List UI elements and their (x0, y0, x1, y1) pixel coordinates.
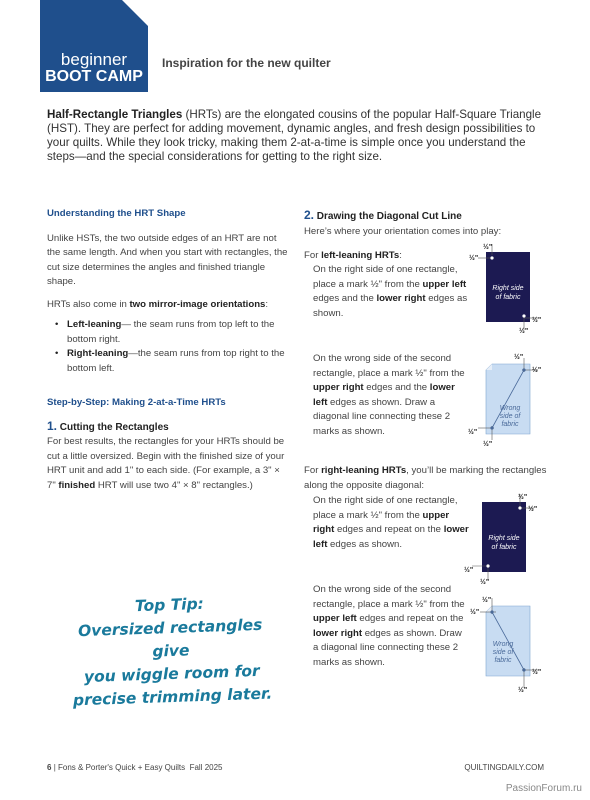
issue-date: Fall 2025 (189, 763, 223, 772)
figure-ll-wrong-side (466, 350, 550, 448)
half-inch-label: ½" (482, 597, 492, 604)
fabric-caption-line-1: Right side (492, 285, 524, 292)
rl1-bold-b: lower left (313, 524, 469, 550)
half-inch-label: ½" (483, 441, 493, 448)
fabric-caption-line-2: side of (499, 413, 521, 420)
heading-step-by-step: Step-by-Step: Making 2-at-a-Time HRTs (47, 397, 226, 408)
bullet-right-title: Right-leaning (67, 348, 129, 359)
ll1-bold-a: upper left (422, 278, 467, 290)
half-inch-label: ½" (514, 354, 524, 361)
intro-bold: Half-Rectangle Triangles (47, 108, 183, 121)
ll2-bold-a: upper right (313, 382, 364, 393)
bullet-right-leaning (47, 347, 289, 376)
half-inch-label: ½" (532, 367, 542, 374)
mark-dot (490, 256, 493, 259)
ll-step-right-side (313, 263, 471, 321)
fabric-caption-line-1: Wrong (499, 405, 521, 412)
ll2-bold-b: lower left (313, 382, 455, 408)
top-tip-line-2: Oversized rectangles give (77, 615, 263, 661)
step-2-number: 2. (304, 208, 315, 222)
half-inch-label: ½" (480, 579, 490, 586)
half-inch-label: ½" (518, 494, 528, 501)
rl-step-right-side (313, 494, 471, 552)
bullet-left-title: Left-leaning (67, 319, 122, 330)
rl-step-wrong-side (313, 583, 469, 670)
heading-hrt-shape: Understanding the HRT Shape (47, 208, 186, 219)
rl2-text-b: edges and repeat on the (356, 613, 464, 624)
fabric-caption-line-1: Right side (488, 535, 520, 542)
orientation-text: HRTs also come in (47, 298, 130, 310)
orientation-bold: two mirror-image orientations (129, 298, 266, 310)
ll1-text-c: edges as shown. (313, 293, 468, 319)
mark-dot (490, 610, 493, 613)
orientation-paragraph (47, 298, 289, 313)
half-inch-label: ½" (483, 244, 493, 251)
top-tip-line-4: precise trimming later. (72, 684, 273, 710)
shape-paragraph: Unlike HSTs, the two outside edges of an HRT are not the same length. And when you start with rectangles, the cut size determines the angles and finished triangle shape. (47, 232, 288, 287)
brand-line-2: BOOT CAMP (45, 68, 143, 85)
half-inch-label: ½" (470, 609, 480, 616)
bullet-right-text: —the seam runs from top right to the bottom left. (67, 348, 285, 374)
half-inch-label: ½" (518, 687, 528, 694)
bullet-left-text: — the seam runs from top left to the bottom right. (67, 319, 275, 345)
mark-dot (490, 426, 493, 429)
mark-dot (522, 668, 525, 671)
fabric-caption-line-3: fabric (501, 421, 519, 428)
figure-rl-wrong-side (466, 594, 550, 694)
half-inch-label: ½" (469, 255, 479, 262)
rl1-bold-a: upper right (313, 509, 450, 535)
rl-label-a: For (304, 465, 322, 476)
ll2-text-a: On the wrong side of the second rectangle, place a mark ½" from the (313, 353, 465, 379)
rl2-text-c: edges as shown. Draw a diagonal line connecting these 2 marks as shown. (313, 627, 462, 668)
ll-label-colon: : (399, 250, 402, 261)
ll2-text-c: edges as shown. Draw a diagonal line connecting these 2 marks as shown. (313, 396, 451, 437)
figure-ll-right-side (466, 240, 550, 334)
half-inch-label: ½" (532, 317, 542, 324)
rl2-bold-a: upper left (313, 613, 357, 624)
step-1-bold: finished (58, 479, 96, 491)
mark-dot (518, 506, 521, 509)
step-1-paragraph (47, 435, 289, 493)
top-tip-title: Top Tip: (134, 594, 205, 616)
left-column (47, 207, 289, 493)
rl2-text-a: On the wrong side of the second rectangle, place a mark ½" from the (313, 584, 465, 610)
brand-line-1: beginner (60, 50, 128, 69)
step-2-intro: Here’s where your orientation comes into play: (304, 225, 502, 237)
step-1-title: Cutting the Rectangles (59, 421, 169, 433)
step-1-text-a: For best results, the rectangles for your HRTs should be cut a little oversized. Begin with the finished size of your HRT unit and add 1" to each side. (For example, a 3" × 7" (47, 436, 285, 491)
top-tip-callout (64, 590, 278, 712)
rl-label-text: , you’ll be marking the rectangles along the opposite diagonal: (304, 465, 547, 491)
rl1-text-b: edges and repeat on the (334, 524, 444, 535)
ll-label-bold: left-leaning HRTs (321, 250, 400, 261)
footer-separator: | (53, 763, 56, 772)
ll1-text-b: edges and the (313, 293, 377, 304)
rl1-text-a: On the right side of one rectangle, place a mark ½" from the (313, 495, 458, 521)
page-number: 6 (47, 763, 52, 772)
brand-label (40, 0, 148, 92)
page-footer-left (47, 763, 223, 772)
ll2-text-b: edges and the (363, 382, 430, 393)
bullet-left-leaning (47, 318, 289, 347)
intro-paragraph (47, 108, 547, 164)
step-1-text-b: HRT will use two 4" × 8" rectangles.) (95, 479, 253, 491)
ll-label-a: For (304, 250, 322, 261)
fabric-fold (486, 364, 492, 370)
ll1-bold-b: lower right (376, 293, 426, 304)
left-leaning-label (304, 249, 484, 264)
half-inch-label: ½" (519, 328, 529, 334)
fabric-caption-line-2: side of (492, 649, 514, 656)
section-tagline: Inspiration for the new quilter (162, 56, 331, 70)
mark-dot (486, 564, 489, 567)
fabric-caption-line-2: of fabric (491, 544, 517, 551)
site-url: QUILTINGDAILY.COM (464, 763, 544, 772)
fabric-caption-line-1: Wrong (492, 641, 514, 648)
watermark: PassionForum.ru (505, 783, 582, 794)
orientation-colon: : (265, 298, 269, 310)
figure-rl-right-side (460, 490, 550, 586)
right-column (304, 208, 549, 239)
half-inch-label: ½" (468, 429, 478, 436)
rl1-text-c: edges as shown. (327, 538, 403, 550)
half-inch-label: ½" (464, 567, 474, 574)
rl2-bold-b: lower right (313, 627, 363, 639)
half-inch-label: ½" (528, 506, 538, 513)
mark-dot (522, 314, 525, 317)
half-inch-label: ½" (532, 669, 542, 676)
step-2-title: Drawing the Diagonal Cut Line (316, 211, 462, 222)
step-1-number: 1. (47, 418, 58, 433)
fabric-caption-line-3: fabric (494, 657, 512, 664)
step-1-heading (47, 419, 289, 436)
publication-name: Fons & Porter's Quick + Easy Quilts (58, 763, 186, 772)
ll1-text-a: On the right side of one rectangle, place a mark ½" from the (313, 264, 458, 290)
top-tip-line-3: you wiggle room for (83, 661, 260, 687)
fabric-caption-line-2: of fabric (495, 294, 521, 301)
rl-label-bold: right-leaning HRTs (321, 465, 407, 476)
intro-text: (HRTs) are the elongated cousins of the popular Half-Square Triangle (HST). They are perfect for adding movement, dynamic angles, and fresh design possibilities to your quilts. While they look tricky, making them 2-at-a-time is simple once you understand the steps—and the special considerations for getting to the right size. (47, 108, 542, 163)
ll-step-wrong-side (313, 352, 469, 439)
step-2-heading (304, 208, 549, 225)
right-leaning-label (304, 464, 552, 493)
mark-dot (522, 368, 525, 371)
